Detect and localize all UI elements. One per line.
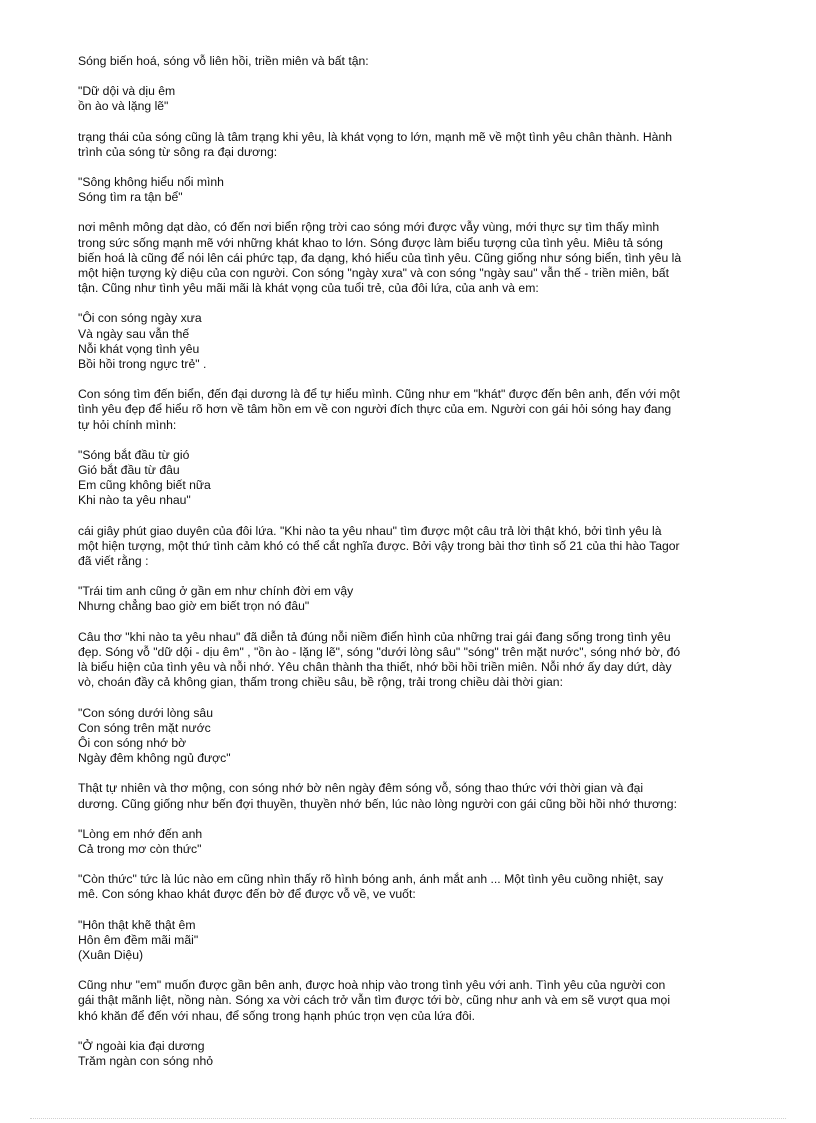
text-line: biến hoá là cũng để nói lên cái phức tạp, đa dạng, khó hiểu của tình yêu. Cũng giống như sóng biển, tình yêu là bbox=[78, 250, 682, 265]
poem-line: Em cũng không biết nữa bbox=[78, 478, 211, 493]
paragraph bbox=[78, 781, 776, 811]
text-line: một hiện tượng kỳ diệu của con người. Con sóng "ngày xưa" và con sóng "ngày sau" vẫn thế - triền miên, bất bbox=[78, 266, 669, 281]
page-bottom-border bbox=[30, 1118, 786, 1119]
text-line: Sóng biến hoá, sóng vỗ liên hồi, triền miên và bất tận: bbox=[78, 54, 369, 68]
poem-line: (Xuân Diệu) bbox=[78, 947, 144, 962]
paragraph bbox=[78, 54, 776, 69]
poem-line: "Dữ dội và dịu êm bbox=[78, 84, 176, 99]
poem-line: Khi nào ta yêu nhau" bbox=[78, 493, 191, 508]
text-line: tình yêu đẹp để hiểu rõ hơn về tâm hồn em về con người đích thực của em. Người con gái hỏi sóng hay đang bbox=[78, 402, 672, 417]
text-line: nơi mênh mông dạt dào, có đến nơi biển rộng trời cao sóng mới được vẫy vùng, mới thực sự tìm thấy mình bbox=[78, 220, 660, 235]
text-line: đẹp. Sóng vỗ "dữ dội - dịu êm" , "ồn ào - lặng lẽ", sóng "dưới lòng sâu" "sóng" trên mặt nước", sóng nhớ bờ, đó bbox=[78, 644, 681, 659]
poem-quote bbox=[78, 1039, 776, 1069]
poem-line: Gió bắt đầu từ đâu bbox=[78, 463, 180, 478]
text-line: trạng thái của sóng cũng là tâm trạng khi yêu, là khát vọng to lớn, mạnh mẽ về một tình yêu chân thành. Hành bbox=[78, 129, 673, 144]
text-line: khó khăn để đến với nhau, để sống trong hạnh phúc trọn vẹn của lứa đôi. bbox=[78, 1008, 475, 1023]
text-line: đã viết rằng : bbox=[78, 554, 149, 569]
poem-quote bbox=[78, 827, 776, 857]
poem-quote bbox=[78, 311, 776, 372]
paragraph bbox=[78, 387, 776, 433]
poem-line: Hôn êm đềm mãi mãi" bbox=[78, 932, 199, 947]
poem-line: Trăm ngàn con sóng nhỏ bbox=[78, 1053, 214, 1068]
paragraph bbox=[78, 130, 776, 160]
poem-line: Sóng tìm ra tận bể" bbox=[78, 190, 183, 205]
poem-line: Cả trong mơ còn thức" bbox=[78, 841, 202, 856]
text-line: vò, choán đầy cả không gian, thấm trong chiều sâu, bề rộng, trải trong chiều dài thời gian: bbox=[78, 675, 563, 690]
poem-quote bbox=[78, 584, 776, 614]
text-line: tận. Cũng như tình yêu mãi mãi là khát vọng của tuổi trẻ, của đôi lứa, của anh và em: bbox=[78, 281, 539, 296]
text-line: Con sóng tìm đến biển, đến đại dương là để tự hiểu mình. Cũng như em "khát" được đến bên anh, đến với một bbox=[78, 387, 680, 402]
text-line: Cũng như "em" muốn được gần bên anh, được hoà nhịp vào trong tình yêu với anh. Tình yêu của người con bbox=[78, 978, 666, 993]
poem-line: "Ôi con sóng ngày xưa bbox=[78, 311, 202, 326]
poem-line: Và ngày sau vẫn thế bbox=[78, 326, 190, 341]
text-line: "Còn thức" tức là lúc nào em cũng nhìn thấy rõ hình bóng anh, ánh mắt anh ... Một tình yêu cuồng nhiệt, say bbox=[78, 872, 664, 887]
poem-line: Con sóng trên mặt nước bbox=[78, 720, 211, 735]
text-line: gái thật mãnh liệt, nồng nàn. Sóng xa vời cách trở vẫn tìm được tới bờ, cũng như anh và em sẽ vượt qua mọi bbox=[78, 993, 671, 1008]
paragraph bbox=[78, 978, 776, 1024]
poem-line: Ngày đêm không ngủ được" bbox=[78, 751, 231, 766]
text-line: Câu thơ "khi nào ta yêu nhau" đã diễn tả đúng nỗi niềm điển hình của những trai gái đang sống trong tình yêu bbox=[78, 629, 671, 644]
poem-line: "Hôn thật khẽ thật êm bbox=[78, 917, 196, 932]
poem-line: ồn ào và lặng lẽ" bbox=[78, 99, 169, 114]
paragraph bbox=[78, 524, 776, 570]
poem-line: "Sông không hiểu nổi mình bbox=[78, 175, 224, 190]
poem-line: "Lòng em nhớ đến anh bbox=[78, 826, 203, 841]
paragraph bbox=[78, 872, 776, 902]
poem-quote bbox=[78, 706, 776, 767]
poem-quote bbox=[78, 918, 776, 964]
document-body bbox=[78, 54, 776, 1069]
poem-line: "Ở ngoài kia đại dương bbox=[78, 1038, 205, 1053]
text-line: một hiện tượng, một thứ tình cảm khó có thể cắt nghĩa được. Bởi vậy trong bài thơ tình số 21 của thi hào Tagor bbox=[78, 538, 680, 553]
poem-line: "Trái tim anh cũng ở gần em như chính đời em vậy bbox=[78, 584, 354, 599]
text-line: trong sức sống mạnh mẽ với những khát khao to lớn. Sóng được làm biểu tượng của tình yêu. Miêu tả sóng bbox=[78, 235, 663, 250]
poem-line: Bồi hồi trong ngực trẻ" . bbox=[78, 357, 207, 372]
poem-line: "Con sóng dưới lòng sâu bbox=[78, 705, 213, 720]
poem-line: Ôi con sóng nhớ bờ bbox=[78, 735, 187, 750]
poem-quote bbox=[78, 448, 776, 509]
poem-quote bbox=[78, 84, 776, 114]
text-line: dương. Cũng giống như bến đợi thuyền, thuyền nhớ bến, lúc nào lòng người con gái cũng bồi hồi nhớ thương: bbox=[78, 796, 677, 811]
paragraph bbox=[78, 630, 776, 691]
poem-quote bbox=[78, 175, 776, 205]
text-line: mê. Con sóng khao khát được đến bờ để được vỗ về, ve vuốt: bbox=[78, 887, 416, 902]
text-line: Thật tự nhiên và thơ mộng, con sóng nhớ bờ nên ngày đêm sóng vỗ, sóng thao thức với thời gian và đại bbox=[78, 781, 644, 796]
paragraph bbox=[78, 220, 776, 296]
text-line: trình của sóng từ sông ra đại dương: bbox=[78, 144, 278, 159]
poem-line: "Sóng bắt đầu từ gió bbox=[78, 447, 190, 462]
text-line: cái giây phút giao duyên của đôi lứa. "Khi nào ta yêu nhau" tìm được một câu trả lời thật khó, bởi tình yêu là bbox=[78, 523, 662, 538]
poem-line: Nỗi khát vọng tình yêu bbox=[78, 341, 200, 356]
text-line: tự hỏi chính mình: bbox=[78, 417, 177, 432]
text-line: là biểu hiện của tình yêu và nỗi nhớ. Yêu chân thành tha thiết, nhớ bồi hồi triền miên. Nỗi nhớ ấy day dứt, dày bbox=[78, 660, 672, 675]
poem-line: Nhưng chẳng bao giờ em biết trọn nó đâu" bbox=[78, 599, 310, 614]
